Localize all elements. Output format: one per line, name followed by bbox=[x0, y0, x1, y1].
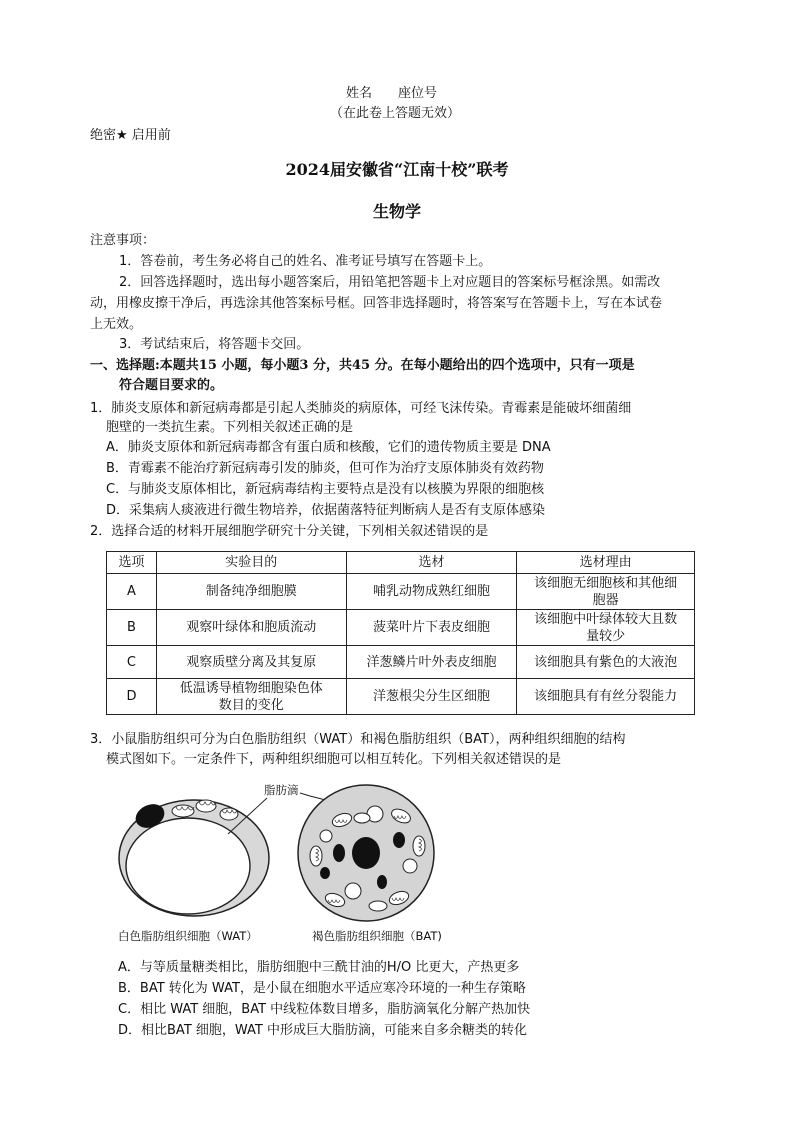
q3-option-c: C．相比 WAT 细胞，BAT 中线粒体数目增多，脂肪滴氧化分解产热加快 bbox=[118, 1002, 531, 1017]
invalid-note: （在此卷上答题无效） bbox=[330, 106, 461, 121]
subject-title: 生物学 bbox=[372, 202, 421, 221]
row-material: 洋葱鳞片叶外表皮细胞 bbox=[346, 646, 517, 679]
row-option: A bbox=[107, 574, 157, 610]
header-reason: 选材理由 bbox=[517, 552, 695, 574]
row-option: C bbox=[107, 646, 157, 679]
q3-stem-line-2: 模式图如下。一定条件下，两种组织细胞可以相互转化。下列相关叙述错误的是 bbox=[106, 752, 562, 767]
notes-heading: 注意事项： bbox=[90, 233, 156, 248]
table-header-row bbox=[107, 552, 695, 574]
row-reason: 该细胞具有有丝分裂能力 bbox=[517, 679, 695, 715]
row-purpose: 观察质壁分离及其复原 bbox=[156, 646, 346, 679]
reason-line-2: 量较少 bbox=[586, 628, 626, 644]
row-purpose bbox=[156, 679, 346, 715]
bat-cell-diagram bbox=[298, 785, 434, 921]
purpose-line-2: 数目的变化 bbox=[218, 697, 284, 713]
table-row bbox=[107, 574, 695, 610]
table-row bbox=[107, 646, 695, 679]
q3-option-b: B．BAT 转化为 WAT，是小鼠在细胞水平适应寒冷环境的一种生存策略 bbox=[118, 981, 526, 996]
purpose-line-1: 低温诱导植物细胞染色体 bbox=[179, 680, 323, 696]
q1-option-c: C．与肺炎支原体相比，新冠病毒结构主要特点是没有以核膜为界限的细胞核 bbox=[106, 482, 545, 497]
row-option: B bbox=[107, 610, 157, 646]
table-row bbox=[107, 679, 695, 715]
fat-cells-figure bbox=[110, 776, 470, 926]
table-row bbox=[107, 610, 695, 646]
secret-mark: 绝密★ 启用前 bbox=[90, 128, 171, 143]
row-material: 洋葱根尖分生区细胞 bbox=[346, 679, 517, 715]
note-2-line-3: 上无效。 bbox=[90, 317, 143, 332]
reason-line-1: 该细胞中叶绿体较大且数 bbox=[534, 611, 678, 627]
row-material: 菠菜叶片下表皮细胞 bbox=[346, 610, 517, 646]
bat-caption: 褐色脂肪组织细胞（BAT) bbox=[312, 929, 442, 943]
note-1: 1．答卷前，考生务必将自己的姓名、准考证号填写在答题卡上。 bbox=[119, 254, 492, 269]
q3-stem-line-1: 3．小鼠脂肪组织可分为白色脂肪组织（WAT）和褐色脂肪组织（BAT），两种组织细胞的结构 bbox=[90, 732, 626, 747]
q2-table bbox=[106, 551, 695, 715]
row-purpose: 观察叶绿体和胞质流动 bbox=[156, 610, 346, 646]
section-1-heading-line-2: 符合题目要求的。 bbox=[119, 378, 224, 393]
row-purpose: 制备纯净细胞膜 bbox=[156, 574, 346, 610]
row-reason bbox=[517, 574, 695, 610]
q1-option-a: A．肺炎支原体和新冠病毒都含有蛋白质和核酸，它们的遗传物质主要是 DNA bbox=[106, 440, 551, 455]
q1-stem-line-1: 1．肺炎支原体和新冠病毒都是引起人类肺炎的病原体，可经飞沫传染。青霉素是能破坏细菌细 bbox=[90, 401, 632, 416]
q3-option-a: A．与等质量糖类相比，脂肪细胞中三酰甘油的H/O 比更大，产热更多 bbox=[118, 960, 520, 975]
q1-option-b: B．青霉素不能治疗新冠病毒引发的肺炎，但可作为治疗支原体肺炎有效药物 bbox=[106, 461, 544, 476]
reason-line-1: 该细胞无细胞核和其他细 bbox=[534, 575, 678, 591]
q3-option-d: D．相比BAT 细胞，WAT 中形成巨大脂肪滴，可能来自多余糖类的转化 bbox=[118, 1023, 527, 1038]
note-3: 3．考试结束后，将答题卡交回。 bbox=[119, 337, 310, 352]
q2-stem: 2．选择合适的材料开展细胞学研究十分关键，下列相关叙述错误的是 bbox=[90, 524, 489, 539]
section-1-heading-line-1: 一、选择题:本题共15 小题，每小题3 分，共45 分。在每小题给出的四个选项中，只有一项是 bbox=[90, 358, 635, 373]
row-option: D bbox=[107, 679, 157, 715]
name-seat-line: 姓名 座位号 bbox=[346, 86, 438, 101]
row-reason: 该细胞具有紫色的大液泡 bbox=[517, 646, 695, 679]
q1-stem-line-2: 胞壁的一类抗生素。下列相关叙述正确的是 bbox=[106, 420, 354, 435]
reason-line-2: 胞器 bbox=[592, 592, 619, 608]
header-material: 选材 bbox=[346, 552, 517, 574]
note-2-line-1: 2．回答选择题时，选出每小题答案后，用铅笔把答题卡上对应题目的答案标号框涂黑。如需改 bbox=[119, 275, 661, 290]
row-material: 哺乳动物成熟红细胞 bbox=[346, 574, 517, 610]
header-option: 选项 bbox=[107, 552, 157, 574]
header-purpose: 实验目的 bbox=[156, 552, 346, 574]
exam-title: 2024届安徽省“江南十校”联考 bbox=[285, 160, 509, 179]
q1-option-d: D．采集病人痰液进行微生物培养，依据菌落特征判断病人是否有支原体感染 bbox=[106, 503, 546, 518]
row-reason bbox=[517, 610, 695, 646]
note-2-line-2: 动，用橡皮擦干净后，再选涂其他答案标号框。回答非选择题时，将答案写在答题卡上，写在本试卷 bbox=[90, 296, 663, 311]
droplet-pointer-line bbox=[300, 793, 310, 796]
wat-caption: 白色脂肪组织细胞（WAT） bbox=[118, 929, 258, 943]
droplet-label: 脂肪滴 bbox=[264, 783, 299, 797]
